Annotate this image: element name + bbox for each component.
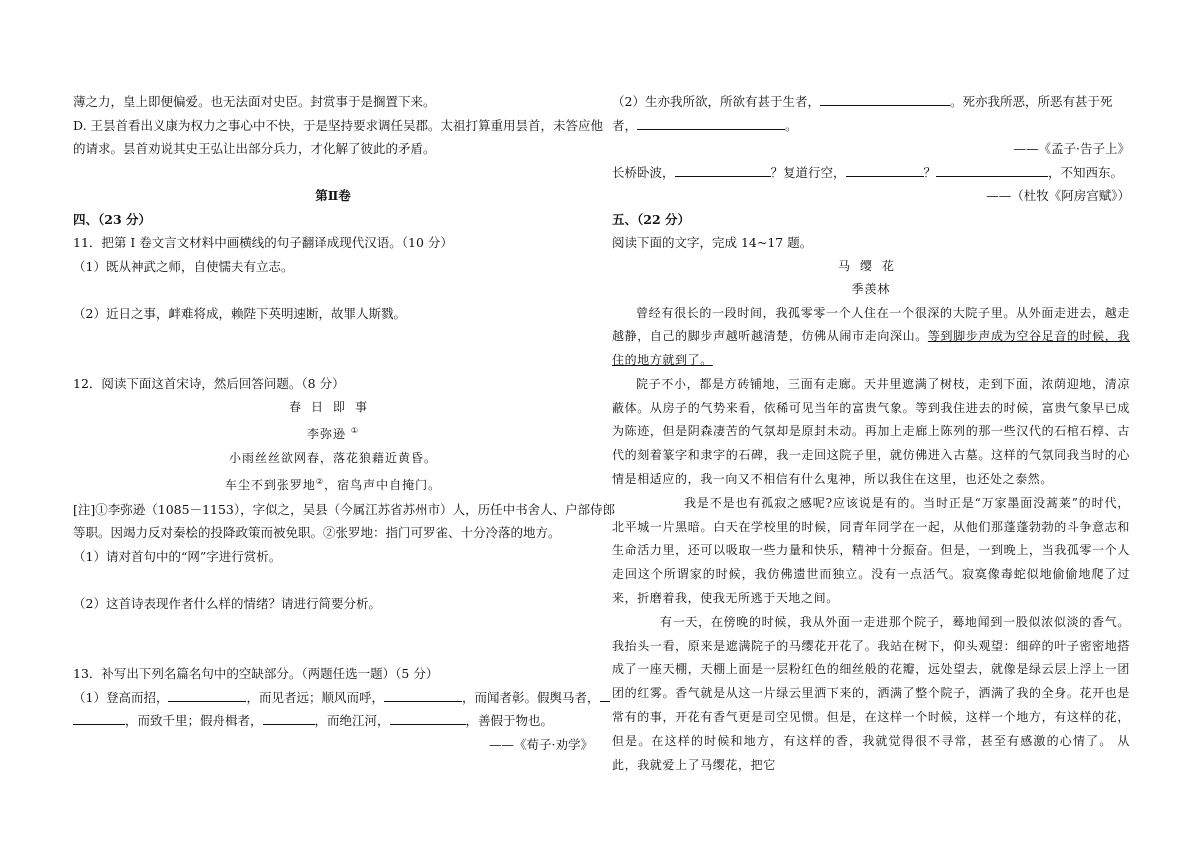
text-span: 长桥卧波， (612, 164, 675, 180)
poem-author (73, 419, 593, 447)
reading-instruction: 阅读下面的文字，完成 14~17 题。 (612, 235, 813, 250)
text-span: ，善假于物也。 (465, 713, 554, 728)
recitation-part-3 (612, 161, 1130, 185)
text-span: ，而见者远；顺风而呼， (246, 689, 384, 705)
question-11: 11．把第 I 卷文言文材料中画横线的句子翻译成现代汉语。（10 分） (73, 235, 453, 250)
answer-blank[interactable] (73, 710, 125, 725)
text-span: ，而绝江河， (314, 713, 390, 728)
text-line: 的请求。昙首劝说其史王弘让出部分兵力，才化解了彼此的矛盾。 (73, 141, 436, 156)
text-span: （1）登高而招， (73, 689, 169, 705)
poem-note-line-2: 等职。因竭力反对秦桧的投降政策而被免职。②张罗地：指门可罗雀、十分冷落的地方。 (73, 525, 561, 540)
essay-paragraph-3: 我是不是也有孤寂之感呢?应该说是有的。当时正是“万家墨面没蒿莱”的时代，北平城一片黑暗。白天在学校里的时候，同青年同学在一起，从他们那蓬蓬勃勃的斗争意志和生命活力里，还可以吸取一些力量和快乐，精神十分振奋。但是，一到晚上，当我孤零一个人走回这个所谓家的时候，我仿佛遗世而独立。没有一点活气。寂寞像毒蛇似地偷偷地爬了过来，折磨着我，使我无所逃于天地之间。 (612, 495, 1130, 606)
answer-blank[interactable] (263, 710, 315, 725)
answer-blank[interactable] (637, 115, 785, 130)
text-line: 薄之力，皇上即便偏爱。也无法面对史臣。封赏事于是搁置下来。 (73, 94, 436, 109)
question-11-part-2: （2）近日之事，衅难将成，赖陛下英明速断，故罪人斯戮。 (73, 305, 406, 321)
poem-title: 春日即事 (288, 399, 377, 414)
text-span: 。死亦我所恶，所恶有甚于死 (949, 94, 1113, 109)
answer-blank[interactable] (846, 162, 924, 177)
question-12: 12．阅读下面这首宋诗，然后回答问题。（8 分） (73, 376, 345, 391)
question-12-part-2: （2）这首诗表现作者什么样的情绪？请进行简要分析。 (73, 595, 381, 611)
essay-paragraph-1 (612, 302, 1130, 373)
text-span: 曾经有很长的一段时间，我孤零零一个人住在一个很深的大院子里。从外面走进去，越走越静，自己的脚步声越听越清楚，仿佛从闹市走向深山。 (612, 305, 1130, 344)
question-13-part-1-line-2 (73, 709, 593, 733)
answer-blank[interactable] (384, 687, 462, 702)
section-four-heading: 四、（23 分） (73, 211, 151, 227)
source-citation: ——（杜牧《阿房宫赋》） (986, 188, 1130, 203)
answer-blank[interactable] (820, 91, 950, 106)
poem-line-1: 小雨丝丝欲网春，落花狼藉近黄昏。 (228, 450, 437, 465)
poem-line-2 (73, 470, 593, 498)
recitation-part-2-line-2 (612, 114, 1130, 138)
text-span: ，而闻者彰。假舆马者， (461, 689, 600, 705)
essay-title: 马缨花 (837, 258, 904, 273)
option-d-line: D. 王昙首看出义康为权力之事心中不快，于是坚持要求调任吴郡。太祖打算重用昙首，未答应他 (73, 117, 604, 133)
question-13-part-1-line-1 (73, 686, 600, 710)
text-span: ，而致千里；假舟楫者， (125, 713, 263, 728)
answer-blank[interactable] (675, 162, 771, 177)
footnote-mark: ② (315, 477, 325, 486)
text-span: ？复道行空， (770, 164, 846, 180)
answer-blank[interactable] (600, 687, 610, 702)
text-span: 。 (785, 117, 798, 133)
poem-line-2-a: 车尘不到张罗地 (224, 478, 316, 492)
question-12-part-1: （1）请对首句中的“网”字进行赏析。 (73, 548, 282, 564)
poem-line-2-b: ，宿鸟声中自掩门。 (324, 478, 442, 492)
essay-author: 季羡林 (851, 282, 891, 296)
left-column (73, 90, 616, 756)
text-span: ，不知西东。 (1048, 164, 1124, 180)
essay-paragraph-2: 院子不小，都是方砖铺地，三面有走廊。天井里遮满了树枝，走到下面，浓荫迎地，清凉蔽体。从房子的气势来看，依稀可见当年的富贵气象。等到我住进去的时候，富贵气象早已成为陈迹，但是阴森凄苦的气氛却是原封未动。再加上走廊上陈列的那一些汉代的石棺石椁、古代的刻着篆字和隶字的石碑，我一走回这院子里，就仿佛进入古墓。这样的气氛同我当时的心情是相适应的，我一向又不相信有什么鬼神，所以我住在这里，也还处之泰然。 (612, 376, 1130, 487)
volume-title: 第Ⅱ卷 (315, 188, 351, 203)
answer-blank[interactable] (168, 687, 246, 702)
text-span: ？ (923, 164, 937, 180)
question-13: 13．补写出下列名篇名句中的空缺部分。（两题任选一题）（5 分） (73, 666, 439, 681)
text-span: （2）生亦我所欲，所欲有甚于生者， (612, 94, 820, 109)
recitation-part-2-line-1 (612, 90, 1130, 114)
answer-blank[interactable] (936, 162, 1048, 177)
right-column (612, 90, 1130, 777)
poem-note-line-1: [注]①李弥逊（1085－1153），字似之，吴县（今属江苏省苏州市）人，历任中书舍人、户部侍郎 (73, 501, 616, 517)
essay-paragraph-4: 有一天，在傍晚的时候，我从外面一走进那个院子，蓦地闻到一股似浓似淡的香气。我抬头一看，原来是遮满院子的马缨花开花了。我站在树下，仰头观望：细碎的叶子密密地搭成了一座天棚，天棚上面是一层粉红色的细丝般的花瓣，远处望去，就像是绿云层上浮上一团团的红雾。香气就是从这一片绿云里洒下来的，洒满了整个院子，洒满了我的全身。花开也是常有的事，开花有香气更是司空见惯。但是，在这样一个时候，这样一个地方，有这样的花，但是。在这样的时候和地方，有这样的香，我就觉得很不寻常，甚至有感激的心情了。 从此，我就爱上了马缨花，把它 (612, 614, 1130, 772)
underlined-sentence: 等到脚步声成为空谷足音的时候，我住的地方就到了。 (612, 329, 1130, 368)
source-citation: ——《荀子·劝学》 (489, 736, 593, 752)
poem-author-name: 李弥逊 (306, 427, 346, 441)
answer-blank[interactable] (390, 710, 466, 725)
question-11-part-1: （1）既从神武之师，自使懦夫有立志。 (73, 258, 294, 274)
source-citation: ——《孟子·告子上》 (1013, 141, 1130, 156)
section-five-heading: 五、（22 分） (612, 211, 690, 227)
footnote-mark: ① (350, 426, 359, 435)
text-span: 者， (612, 117, 638, 133)
